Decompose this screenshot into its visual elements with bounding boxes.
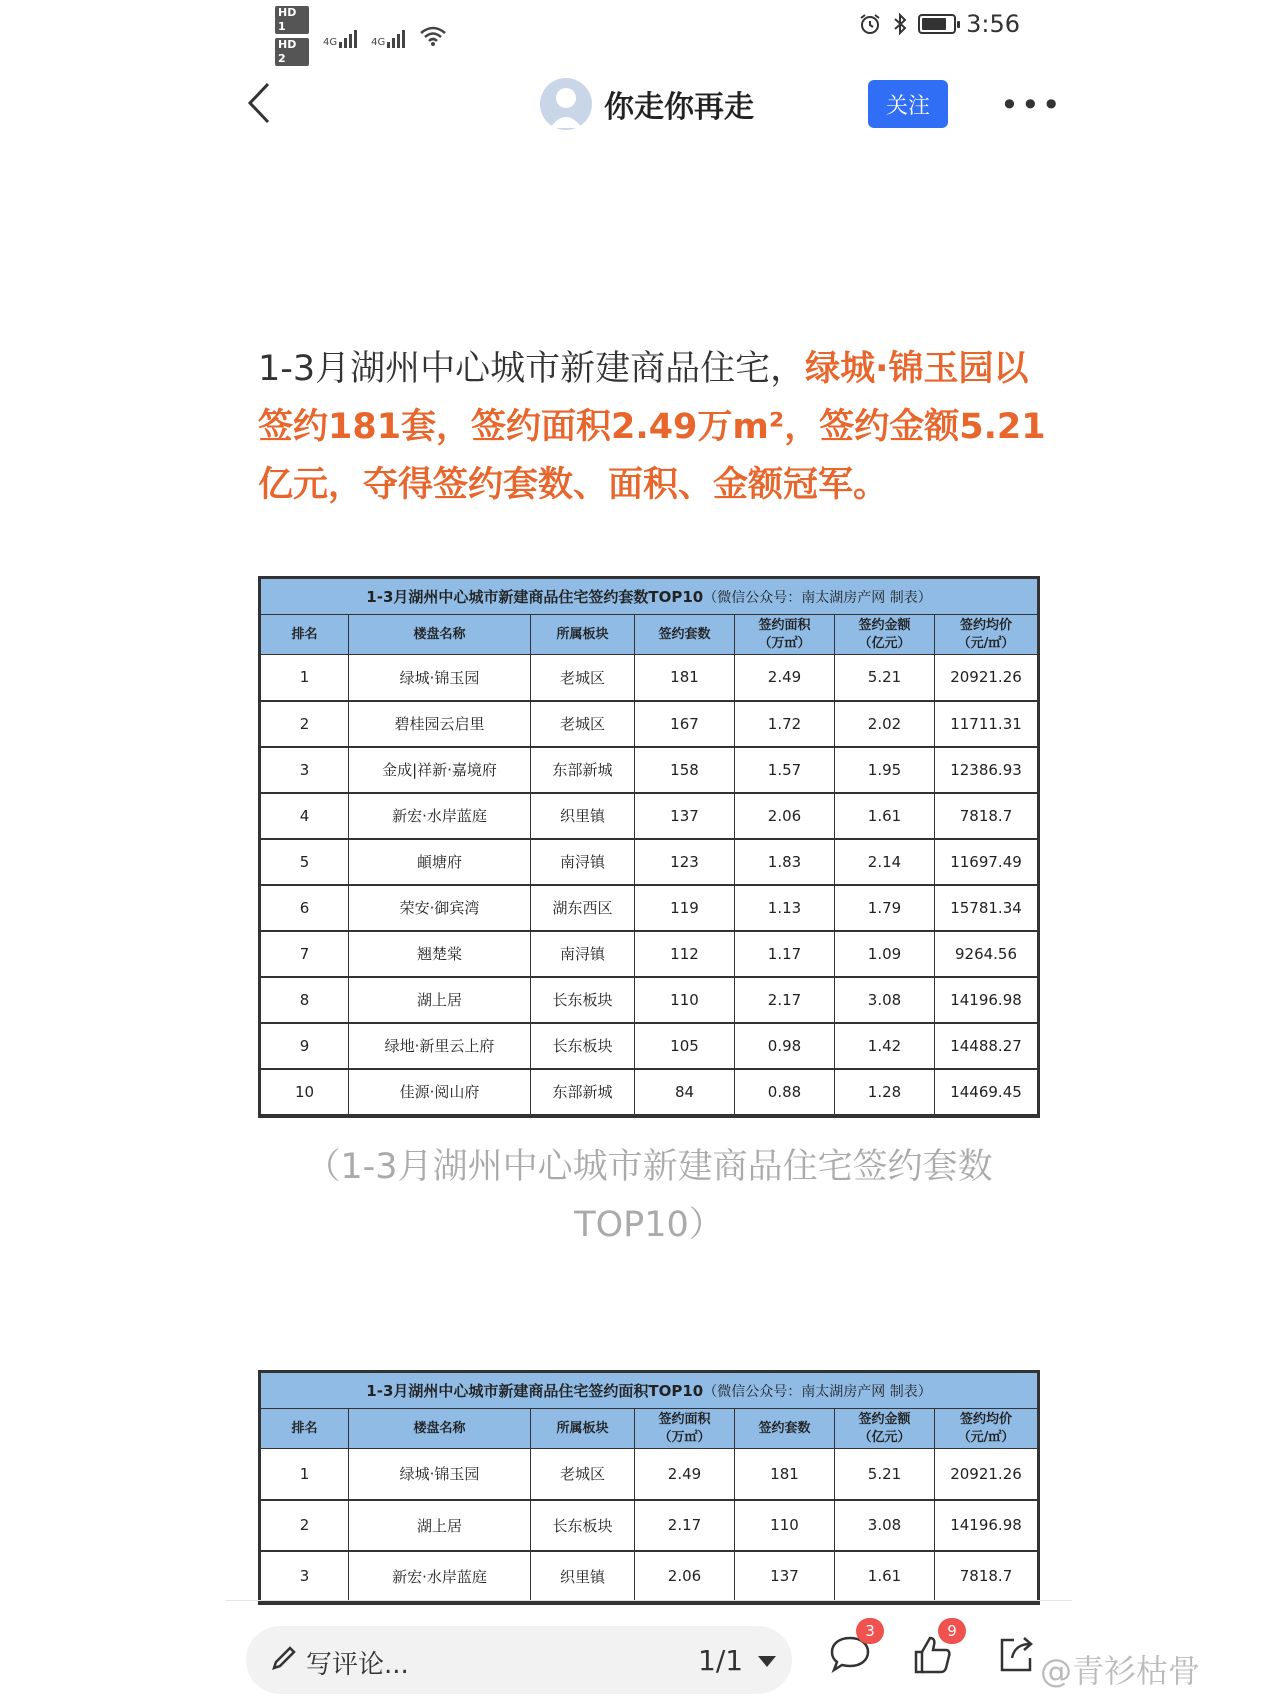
table2-header-cell: 所属板块 [531,1409,635,1449]
table-row [261,1551,1038,1602]
wifi-icon [419,25,447,47]
table-cell: 1.28 [835,1069,935,1115]
table-cell: 14469.45 [935,1069,1038,1115]
avatar[interactable] [540,78,592,130]
table-cell: 9264.56 [935,931,1038,977]
table2-header-cell: 签约面积 （万㎡） [635,1409,735,1449]
follow-button[interactable]: 关注 [868,80,948,128]
table-cell: 123 [635,839,735,885]
signal-2-icon [371,24,405,48]
table-cell: 1.79 [835,885,935,931]
table-cell: 湖上居 [349,1500,531,1551]
table-cell: 碧桂园云启里 [349,701,531,747]
alarm-icon [858,12,882,36]
table1-header-cell: 楼盘名称 [349,615,531,655]
table-cell: 14196.98 [935,977,1038,1023]
table-cell: 3 [261,1551,349,1602]
table-cell: 7818.7 [935,793,1038,839]
table-cell: 12386.93 [935,747,1038,793]
author-info[interactable] [540,78,754,130]
table-cell: 东部新城 [531,747,635,793]
caret-down-icon[interactable] [758,1656,776,1667]
article-headline [258,340,1048,514]
share-icon [994,1632,1038,1676]
table-cell: 2.14 [835,839,935,885]
table1-header-cell: 签约面积 （万㎡） [735,615,835,655]
more-options-button[interactable]: ••• [1000,86,1063,124]
table-cell: 4 [261,793,349,839]
headline-normal-text: 1-3月湖州中心城市新建商品住宅， [258,349,806,389]
table-cell: 158 [635,747,735,793]
table1-header-cell: 签约金额 （亿元） [835,615,935,655]
table2-source: （微信公众号：南太湖房产网 制表） [703,1384,932,1400]
table-cell: 5.21 [835,1449,935,1500]
table-cell: 2 [261,1500,349,1551]
table-cell: 6 [261,885,349,931]
table-cell: 老城区 [531,655,635,701]
hd-indicators [275,6,309,66]
share-button[interactable] [994,1632,1038,1676]
table-cell: 老城区 [531,1449,635,1500]
table-cell: 14488.27 [935,1023,1038,1069]
table-cell: 佳源·阅山府 [349,1069,531,1115]
table-row [261,1500,1038,1551]
table-cell: 20921.26 [935,1449,1038,1500]
comment-input[interactable] [246,1626,792,1694]
table-cell: 2.49 [735,655,835,701]
table2-header-cell: 楼盘名称 [349,1409,531,1449]
back-button[interactable] [244,80,284,130]
table2-title-text: 1-3月湖州中心城市新建商品住宅签约面积TOP10 [366,1382,704,1400]
table-cell: 3.08 [835,977,935,1023]
bottom-divider [226,1600,1072,1601]
table-cell: 长东板块 [531,1023,635,1069]
table-cell: 绿地·新里云上府 [349,1023,531,1069]
table-row [261,701,1038,747]
table-cell: 绿城·锦玉园 [349,1449,531,1500]
table-cell: 7 [261,931,349,977]
table-row [261,655,1038,701]
like-count-badge: 9 [938,1618,966,1644]
table-cell: 1.57 [735,747,835,793]
table-cell: 2.49 [635,1449,735,1500]
table-cell: 织里镇 [531,793,635,839]
table-cell: 1.17 [735,931,835,977]
status-left [275,6,447,66]
table-cell: 1 [261,655,349,701]
table-cell: 119 [635,885,735,931]
table-cell: 新宏·水岸蓝庭 [349,793,531,839]
table-cell: 2.02 [835,701,935,747]
table-cell: 织里镇 [531,1551,635,1602]
comment-count-badge: 3 [856,1618,884,1644]
table-cell: 8 [261,977,349,1023]
table-cell: 11711.31 [935,701,1038,747]
table1-header-cell: 所属板块 [531,615,635,655]
table-cell: 5.21 [835,655,935,701]
table-cell: 老城区 [531,701,635,747]
like-button[interactable] [910,1622,957,1676]
back-arrow-icon [244,80,274,126]
bluetooth-icon [892,12,908,36]
table-cell: 长东板块 [531,977,635,1023]
battery-icon [918,14,956,34]
page-indicator[interactable]: 1/1 [698,1644,744,1677]
table1-caption: （1-3月湖州中心城市新建商品住宅签约套数TOP10） [305,1147,993,1245]
table-cell: 绿城·锦玉园 [349,655,531,701]
table-cell: 3.08 [835,1500,935,1551]
table-cell: 2.17 [635,1500,735,1551]
table-cell: 1.61 [835,793,935,839]
table-cell: 2.06 [635,1551,735,1602]
table-cell: 1.09 [835,931,935,977]
table1-header-cell: 签约均价 （元/㎡） [935,615,1038,655]
network-1-label: 4G [323,37,338,48]
table-cell: 东部新城 [531,1069,635,1115]
nav-bar [0,60,1280,150]
table-row [261,1023,1038,1069]
bottom-bar [0,1602,1280,1706]
table-cell: 20921.26 [935,655,1038,701]
table2-header-cell: 签约套数 [735,1409,835,1449]
table-cell: 长东板块 [531,1500,635,1551]
signal-1-icon [323,24,357,48]
table-cell: 南浔镇 [531,839,635,885]
table2-header-cell: 签约均价 （元/㎡） [935,1409,1038,1449]
table-top10-units [258,576,1040,1118]
table1-header-row [261,615,1038,655]
hd1-badge: HD 1 [275,6,309,34]
watermark: @青衫枯骨 [1040,1652,1201,1690]
network-2-label: 4G [371,37,386,48]
table-cell: 湖上居 [349,977,531,1023]
clock: 3:56 [966,10,1020,38]
table2-header-cell: 排名 [261,1409,349,1449]
table-cell: 11697.49 [935,839,1038,885]
table-cell: 167 [635,701,735,747]
hd2-badge: HD 2 [275,38,309,66]
table-cell: 0.98 [735,1023,835,1069]
table-row [261,793,1038,839]
table-row [261,977,1038,1023]
status-right [858,10,1020,38]
status-bar [0,0,1280,65]
table-cell: 1.42 [835,1023,935,1069]
table-cell: 84 [635,1069,735,1115]
table-cell: 181 [735,1449,835,1500]
table-cell: 1.13 [735,885,835,931]
table-cell: 2 [261,701,349,747]
avatar-person-icon [540,78,592,130]
table-cell: 1 [261,1449,349,1500]
table-row [261,931,1038,977]
table2-header-cell: 签约金额 （亿元） [835,1409,935,1449]
table-cell: 新宏·水岸蓝庭 [349,1551,531,1602]
table-cell: 110 [735,1500,835,1551]
table-cell: 荣安·御宾湾 [349,885,531,931]
table-cell: 0.88 [735,1069,835,1115]
table-cell: 7818.7 [935,1551,1038,1602]
table-cell: 9 [261,1023,349,1069]
table-cell: 湖东西区 [531,885,635,931]
table-cell: 15781.34 [935,885,1038,931]
table-cell: 3 [261,747,349,793]
table-cell: 頔塘府 [349,839,531,885]
table2-header-row [261,1409,1038,1449]
table1-title [261,579,1038,615]
table-cell: 10 [261,1069,349,1115]
table-cell: 翘楚棠 [349,931,531,977]
table1-source: （微信公众号：南太湖房产网 制表） [703,590,932,606]
table-top10-area [258,1370,1040,1605]
pencil-icon [270,1644,298,1672]
table1-header-cell: 排名 [261,615,349,655]
table-cell: 2.06 [735,793,835,839]
table-cell: 181 [635,655,735,701]
table-row [261,1449,1038,1500]
table-cell: 1.61 [835,1551,935,1602]
table-cell: 105 [635,1023,735,1069]
table-cell: 137 [635,793,735,839]
table-cell: 5 [261,839,349,885]
headline-highlight-text: 绿城·锦玉园以签约181套，签约面积2.49万m²，签约金额5.21亿元，夺得签约套数、面积、金额冠军。 [258,349,1046,505]
author-name[interactable]: 你走你再走 [604,90,754,125]
table-row [261,1069,1038,1115]
table-row [261,747,1038,793]
table-cell: 110 [635,977,735,1023]
table1-title-text: 1-3月湖州中心城市新建商品住宅签约套数TOP10 [366,588,704,606]
table2-title [261,1373,1038,1409]
table-cell: 112 [635,931,735,977]
comment-placeholder[interactable]: 写评论... [306,1650,409,1680]
table-row [261,839,1038,885]
table-cell: 1.95 [835,747,935,793]
table-cell: 2.17 [735,977,835,1023]
table-cell: 1.72 [735,701,835,747]
comment-button[interactable] [828,1622,875,1676]
table-cell: 金成|祥新·嘉境府 [349,747,531,793]
table-cell: 1.83 [735,839,835,885]
table1-header-cell: 签约套数 [635,615,735,655]
table-cell: 137 [735,1551,835,1602]
table-row [261,885,1038,931]
table-cell: 14196.98 [935,1500,1038,1551]
table-cell: 南浔镇 [531,931,635,977]
